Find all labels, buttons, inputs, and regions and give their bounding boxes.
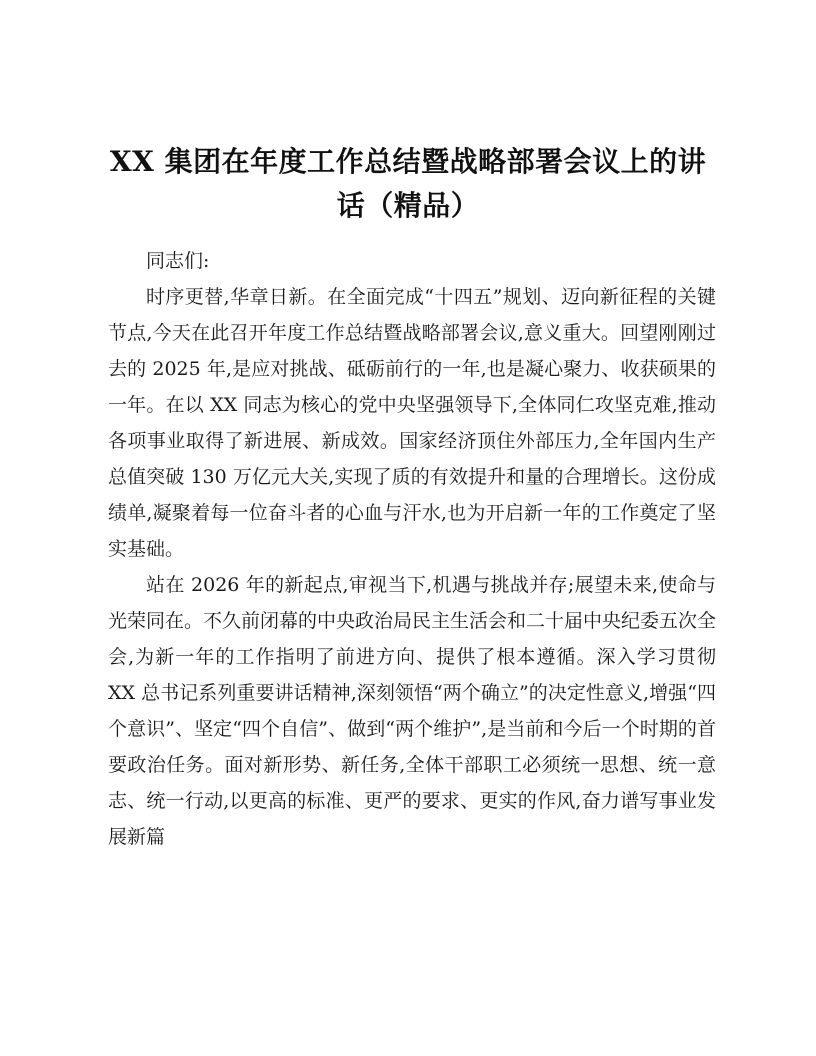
document-body	[108, 243, 716, 855]
paragraph-1: 时序更替,华章日新。在全面完成“十四五”规划、迈向新征程的关键节点,今天在此召开年度工作总结暨战略部署会议,意义重大。回望刚刚过去的 2025 年,是应对挑战、砥砺前行的一年,也是凝心聚力、收获硕果的一年。在以 XX 同志为核心的党中央坚强领导下,全体同仁攻坚克难,推动各项事业取得了新进展、新成效。国家经济顶住外部压力,全年国内生产总值突破 130 万亿元大关,实现了质的有效提升和量的合理增长。这份成绩单,凝聚着每一位奋斗者的心血与汗水,也为开启新一年的工作奠定了坚实基础。	[108, 286, 716, 560]
document-title: XX 集团在年度工作总结暨战略部署会议上的讲话（精品）	[109, 145, 707, 222]
salutation: 同志们:	[146, 250, 210, 272]
paragraph-2: 站在 2026 年的新起点,审视当下,机遇与挑战并存;展望未来,使命与光荣同在。不久前闭幕的中央政治局民主生活会和二十届中央纪委五次全会,为新一年的工作指明了前进方向、提供了根本遵循。深入学习贯彻 XX 总书记系列重要讲话精神,深刻领悟“两个确立”的决定性意义,增强“四个意识”、坚定“四个自信”、做到“两个维护”,是当前和今后一个时期的首要政治任务。面对新形势、新任务,全体干部职工必须统一思想、统一意志、统一行动,以更高的标准、更严的要求、更实的作风,奋力谱写事业发展新篇	[108, 574, 717, 848]
